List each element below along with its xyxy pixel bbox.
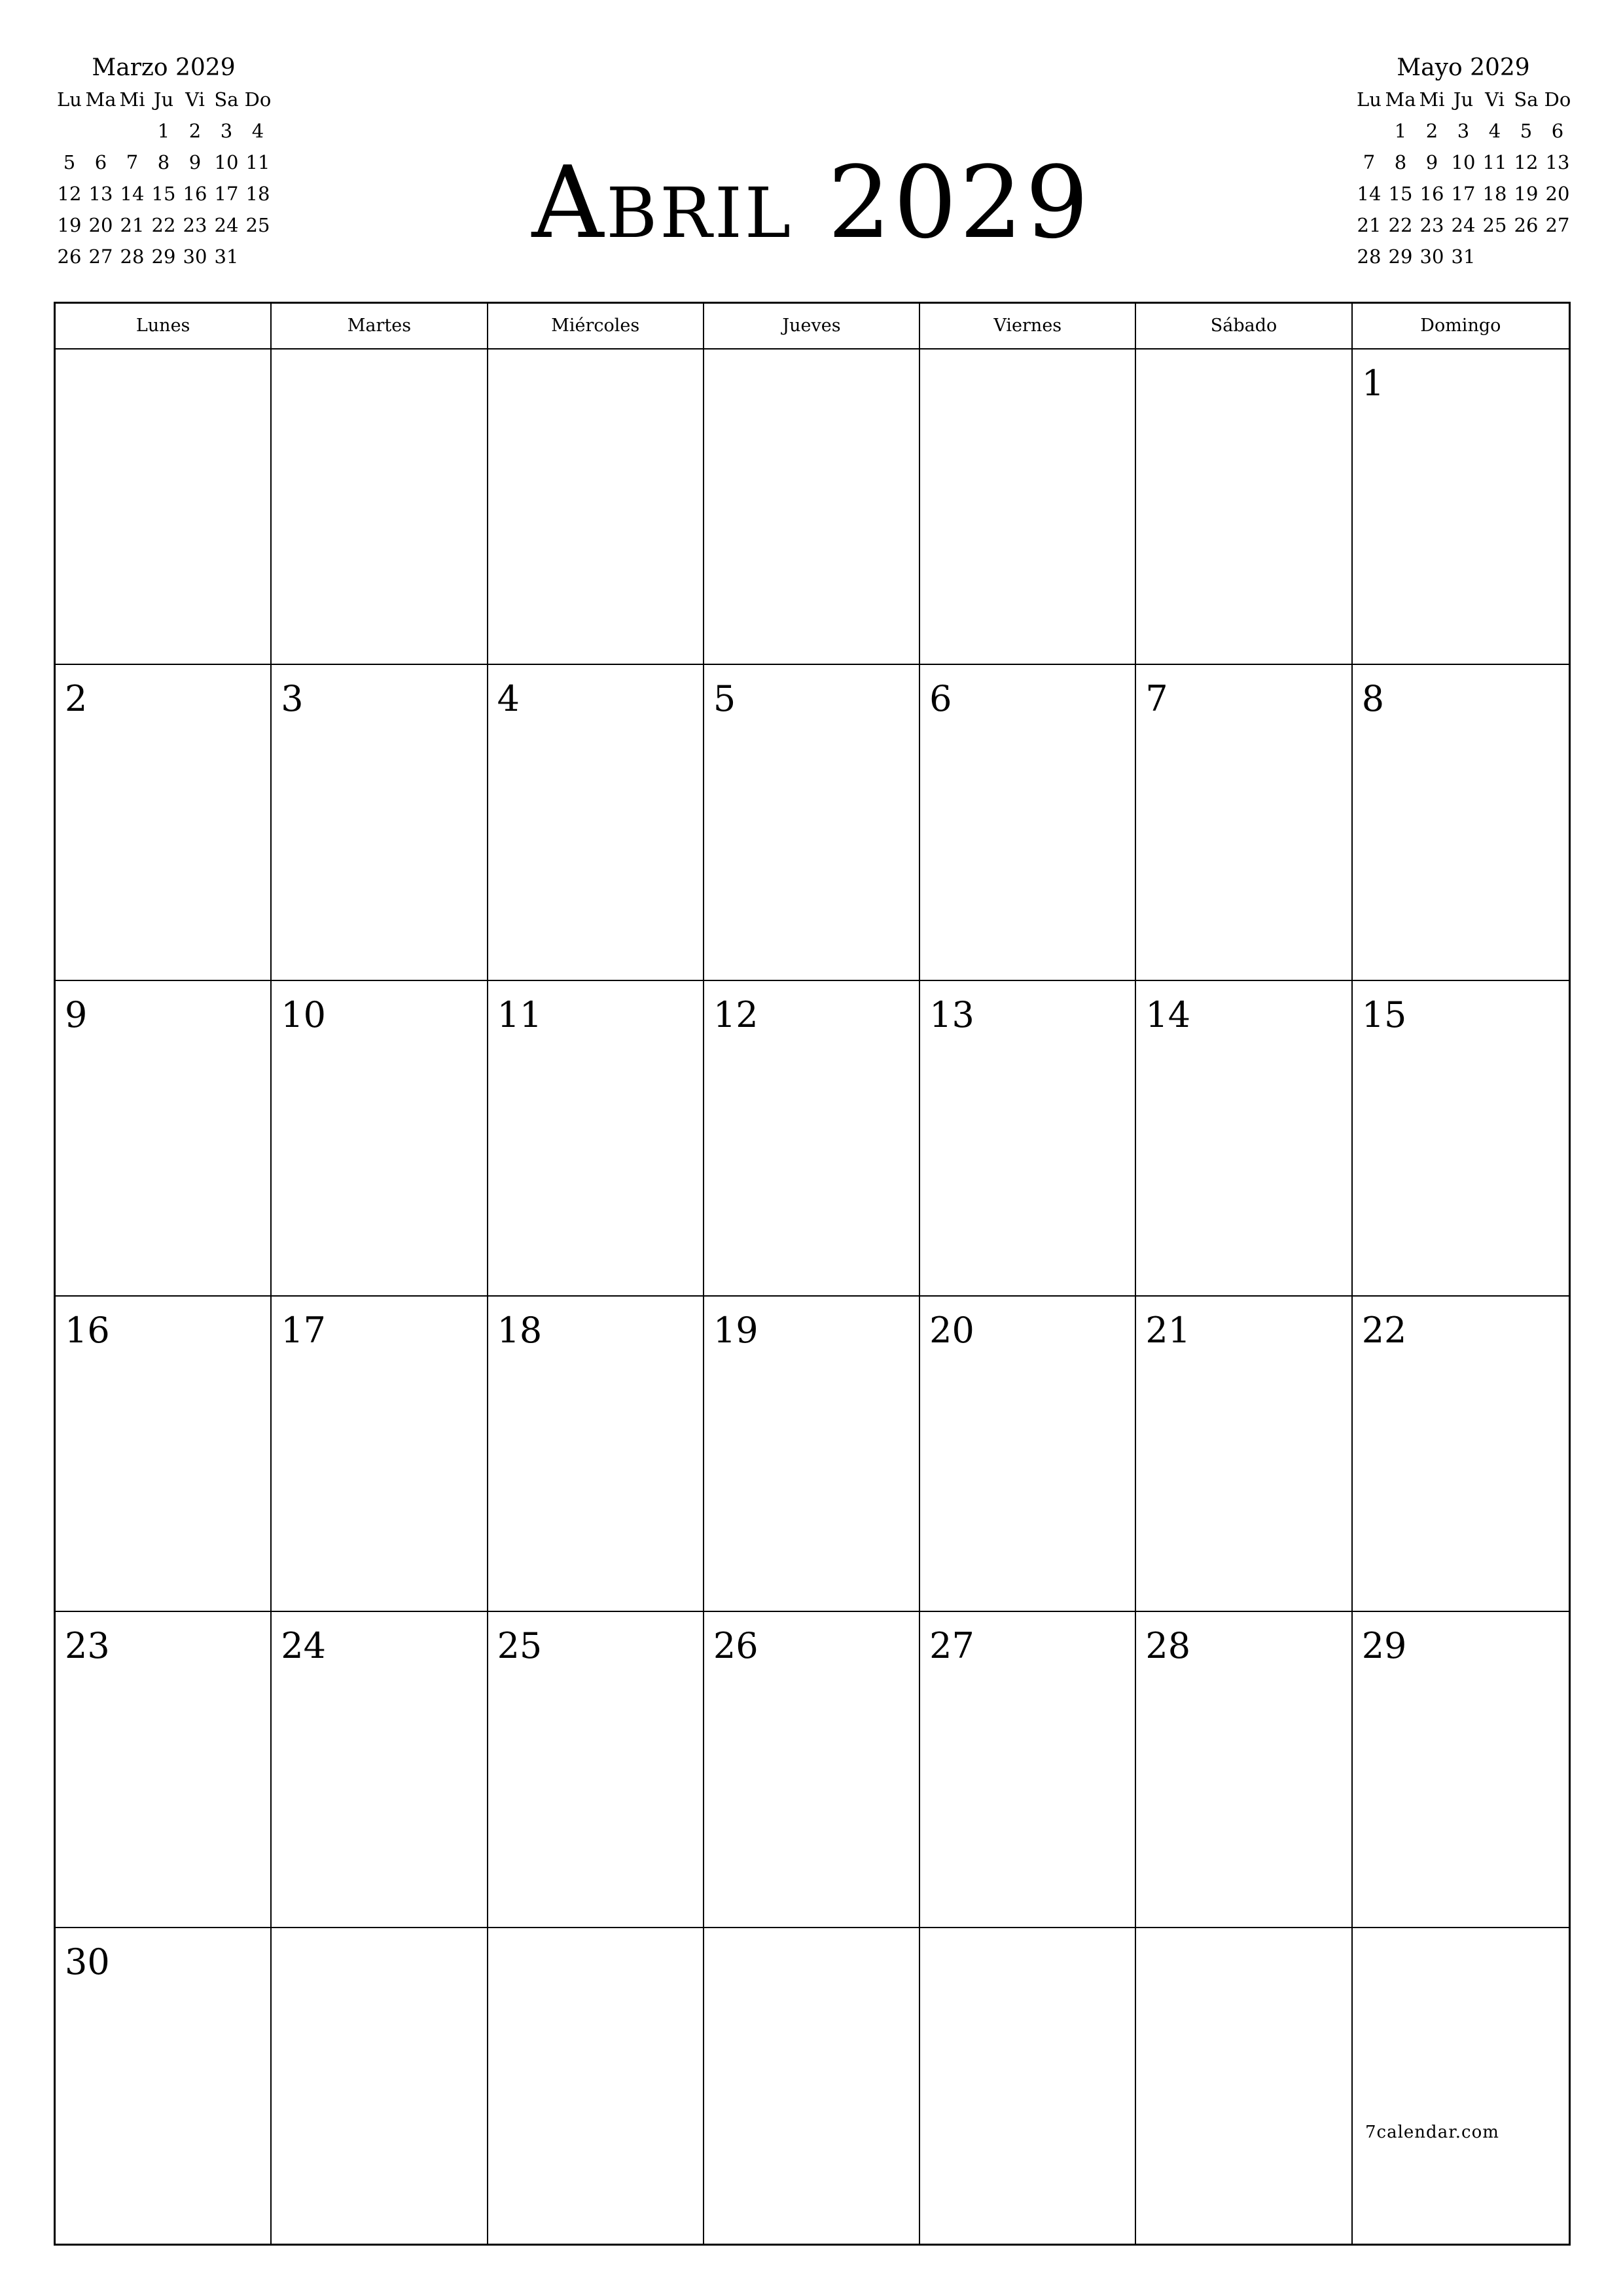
day-number: 4 [497,678,520,720]
day-cell [1136,1928,1352,2244]
weekday-header-viernes: Viernes [920,304,1136,350]
mini-day: 19 [57,214,82,236]
mini-day: 13 [88,183,113,205]
day-number: 25 [497,1625,543,1667]
mini-weekday: Vi [1485,88,1505,111]
day-cell [56,981,272,1297]
mini-weekday: Lu [1357,88,1382,111]
mini-day: 11 [1482,151,1507,173]
mini-day: 20 [1545,183,1570,205]
mini-day: 18 [1482,183,1507,205]
day-cell [488,1297,704,1612]
mini-day [54,115,85,147]
mini-weekday: Ju [1453,88,1474,111]
day-cell [920,1928,1136,2244]
mini-day: 28 [120,245,145,268]
mini-day [116,115,148,147]
mini-day [1353,115,1385,147]
mini-day: 21 [120,214,145,236]
day-number: 20 [929,1310,974,1351]
day-cell [272,350,488,665]
mini-day: 14 [1357,183,1382,205]
day-number: 7 [1145,678,1168,720]
mini-day: 8 [1394,151,1407,173]
day-number: 30 [65,1941,110,1982]
weekday-header-lunes: Lunes [56,304,272,350]
mini-day: 15 [1388,183,1413,205]
day-number: 26 [713,1625,758,1667]
day-cell [1136,665,1352,980]
weekday-header-miercoles: Miércoles [488,304,704,350]
day-cell [1353,1612,1569,1928]
footer-brand: 7calendar.com [1365,2123,1499,2142]
day-cell [1136,1297,1352,1612]
day-number: 2 [65,678,88,720]
day-cell [488,665,704,980]
mini-day [1542,241,1573,272]
day-cell [704,665,920,980]
mini-weekday: Ma [85,88,116,111]
day-cell [56,1612,272,1928]
day-number: 27 [929,1625,974,1667]
day-cell [272,981,488,1297]
mini-weekday: Vi [185,88,205,111]
mini-day: 25 [245,214,270,236]
mini-calendar-grid [1353,84,1573,272]
page-title: Abril 2029 [531,145,1092,260]
day-cell [56,350,272,665]
mini-day: 14 [120,183,145,205]
mini-calendar-grid [54,84,274,272]
mini-day: 31 [1451,245,1476,268]
mini-day [1510,241,1542,272]
day-cell [704,981,920,1297]
mini-weekday: Mi [1419,88,1445,111]
mini-day: 22 [1388,214,1413,236]
day-number: 19 [713,1310,758,1351]
month-calendar-grid [54,302,1571,2246]
mini-day: 29 [1388,245,1413,268]
day-cell [272,1612,488,1928]
mini-day: 6 [1551,120,1564,142]
mini-weekday: Ju [153,88,174,111]
mini-day: 23 [1419,214,1444,236]
day-number: 11 [497,994,543,1035]
mini-day: 8 [157,151,170,173]
day-number: 5 [713,678,736,720]
mini-day: 30 [183,245,207,268]
day-cell [1353,665,1569,980]
mini-day: 13 [1545,151,1570,173]
day-cell [920,1297,1136,1612]
day-number: 8 [1361,678,1385,720]
day-cell [1353,1297,1569,1612]
mini-day: 5 [63,151,76,173]
day-number: 9 [65,994,88,1035]
day-cell [488,1612,704,1928]
day-cell [704,1928,920,2244]
mini-day: 10 [214,151,239,173]
day-number: 13 [929,994,974,1035]
day-cell [1353,350,1569,665]
day-number: 23 [65,1625,110,1667]
mini-day: 20 [88,214,113,236]
day-cell [272,665,488,980]
mini-calendar-march [54,52,274,272]
mini-day: 1 [1394,120,1407,142]
mini-day: 12 [1514,151,1539,173]
day-number: 21 [1145,1310,1191,1351]
mini-day: 9 [1425,151,1438,173]
day-cell [1136,350,1352,665]
mini-day: 18 [245,183,270,205]
day-cell [1136,1612,1352,1928]
day-cell [56,1297,272,1612]
day-cell [488,1928,704,2244]
mini-day: 24 [214,214,239,236]
mini-day: 10 [1451,151,1476,173]
mini-day: 26 [1514,214,1539,236]
mini-day [242,241,274,272]
weekday-header-martes: Martes [272,304,488,350]
mini-day: 7 [1363,151,1376,173]
weekday-header-domingo: Domingo [1353,304,1569,350]
day-cell [920,665,1136,980]
mini-day: 17 [1451,183,1476,205]
day-cell [488,981,704,1297]
mini-day: 25 [1482,214,1507,236]
mini-day: 24 [1451,214,1476,236]
day-cell [56,1928,272,2244]
day-cell [272,1928,488,2244]
mini-day: 17 [214,183,239,205]
day-number: 3 [281,678,304,720]
day-number: 12 [713,994,758,1035]
mini-calendar-title: Mayo 2029 [1397,54,1530,81]
mini-day [1479,241,1510,272]
mini-day: 21 [1357,214,1382,236]
mini-weekday: Ma [1385,88,1416,111]
mini-day: 19 [1514,183,1539,205]
day-number: 10 [281,994,326,1035]
mini-day: 4 [1488,120,1501,142]
day-number: 6 [929,678,952,720]
mini-day: 16 [1419,183,1444,205]
mini-day: 12 [57,183,82,205]
day-cell [1353,981,1569,1297]
mini-day: 3 [1457,120,1470,142]
mini-day: 29 [151,245,176,268]
mini-day: 11 [245,151,270,173]
mini-day: 7 [126,151,139,173]
mini-day: 31 [214,245,239,268]
mini-day: 26 [57,245,82,268]
mini-day: 15 [151,183,176,205]
mini-day: 30 [1419,245,1444,268]
mini-day: 4 [251,120,264,142]
day-cell [272,1297,488,1612]
day-number: 1 [1361,363,1385,404]
day-number: 29 [1361,1625,1407,1667]
mini-calendar-may [1353,52,1573,272]
mini-day: 2 [188,120,202,142]
day-number: 16 [65,1310,110,1351]
day-number: 18 [497,1310,543,1351]
mini-day: 22 [151,214,176,236]
day-number: 24 [281,1625,326,1667]
mini-weekday: Do [244,88,272,111]
day-number: 17 [281,1310,326,1351]
day-number: 28 [1145,1625,1191,1667]
day-cell [1353,1928,1569,2244]
mini-weekday: Lu [57,88,82,111]
mini-day: 28 [1357,245,1382,268]
day-cell [1136,981,1352,1297]
mini-weekday: Sa [1514,88,1539,111]
day-cell [56,665,272,980]
mini-day [85,115,116,147]
mini-day: 27 [1545,214,1570,236]
day-number: 14 [1145,994,1191,1035]
day-cell [488,350,704,665]
weekday-header-jueves: Jueves [704,304,920,350]
mini-day: 2 [1425,120,1438,142]
mini-weekday: Sa [214,88,239,111]
day-cell [704,1612,920,1928]
mini-weekday: Do [1544,88,1571,111]
mini-calendar-title: Marzo 2029 [92,54,236,81]
mini-weekday: Mi [119,88,145,111]
mini-day: 6 [94,151,107,173]
day-cell [704,1297,920,1612]
day-cell [920,981,1136,1297]
day-cell [920,350,1136,665]
day-number: 22 [1361,1310,1407,1351]
mini-day: 16 [183,183,207,205]
mini-day: 1 [157,120,170,142]
mini-day: 27 [88,245,113,268]
mini-day: 5 [1520,120,1533,142]
mini-day: 3 [220,120,233,142]
mini-day: 23 [183,214,207,236]
weekday-header-sabado: Sábado [1136,304,1352,350]
day-cell [704,350,920,665]
day-number: 15 [1361,994,1407,1035]
mini-day: 9 [188,151,202,173]
day-cell [920,1612,1136,1928]
